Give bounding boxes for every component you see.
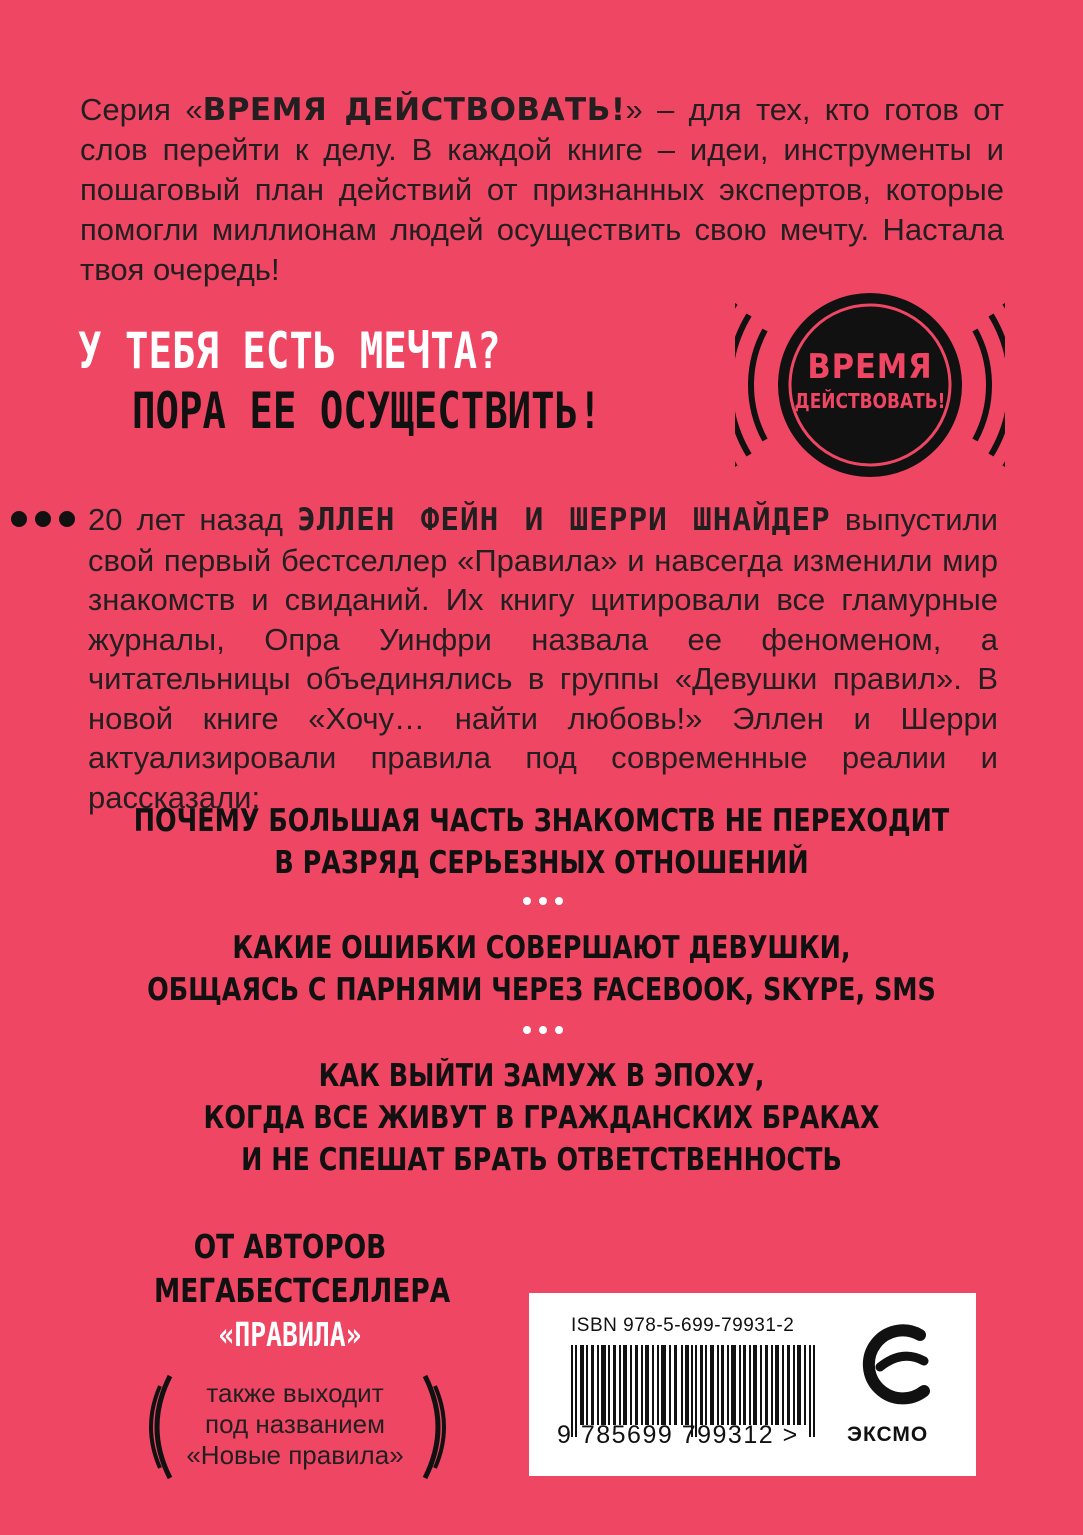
rules-title: «ПРАВИЛА» <box>218 1315 362 1354</box>
series-intro <box>80 90 1004 290</box>
intro-suffix: » – для тех, кто готов от слов перейти к делу. В каждой книге – идеи, инструменты и пошаговый план действий от признанных экспертов, которые помогли миллионам людей осуществить свою мечту. Настала твоя очередь! <box>80 92 1004 287</box>
from-authors-line-2: МЕГАБЕСТСЕЛЛЕРА <box>154 1271 451 1310</box>
publisher-name: ЭКСМО <box>847 1423 929 1446</box>
eksmo-logo-icon <box>862 1321 934 1421</box>
point-1-line-2: В РАЗРЯД СЕРЬЕЗНЫХ ОТНОШЕНИЙ <box>274 845 809 881</box>
isbn-number: ISBN 978-5-699-79931-2 <box>571 1315 795 1336</box>
also-titled-line-3: «Новые правила» <box>186 1440 404 1470</box>
author-names: ЭЛЛЕН ФЕЙН И ШЕРРИ ШНАЙДЕР <box>297 502 831 538</box>
tagline-question: У ТЕБЯ ЕСТЬ МЕЧТА? <box>78 322 501 380</box>
also-titled <box>170 1378 420 1471</box>
from-authors <box>154 1225 451 1357</box>
point-1-line-1: ПОЧЕМУ БОЛЬШАЯ ЧАСТЬ ЗНАКОМСТВ НЕ ПЕРЕХОДИТ <box>133 803 950 839</box>
right-parenthesis-icon <box>415 1372 455 1482</box>
point-3-line-2: КОГДА ВСЕ ЖИВУТ В ГРАЖДАНСКИХ БРАКАХ <box>203 1100 880 1136</box>
series-name: ВРЕМЯ ДЕЙСТВОВАТЬ! <box>202 92 626 128</box>
tagline-call: ПОРА ЕЕ ОСУЩЕСТВИТЬ! <box>132 382 602 440</box>
point-3-line-3: И НЕ СПЕШАТ БРАТЬ ОТВЕТСТВЕННОСТЬ <box>241 1142 842 1178</box>
description-text: выпустили свой первый бестселлер «Правила» и навсегда изменили мир знакомств и свиданий. Их книгу цитировали все гламурные журналы, Опра Уинфри назвала ее феноменом, а читательницы объединялись в группы «Девушки правил». В новой книге «Хочу… найти любовь!» Эллен и Шерри актуализировали правила под современные реалии и рассказали: <box>88 502 998 815</box>
lead-dots-icon <box>10 509 78 529</box>
point-3 <box>130 1055 952 1181</box>
book-description <box>88 500 998 817</box>
barcode-panel <box>529 1293 976 1476</box>
point-2-line-1: КАКИЕ ОШИБКИ СОВЕРШАЮТ ДЕВУШКИ, <box>232 930 851 966</box>
point-2-line-2: ОБЩАЯСЬ С ПАРНЯМИ ЧЕРЕЗ FACEBOOK, SKYPE, SMS <box>147 972 936 1008</box>
intro-prefix: Серия « <box>80 92 203 127</box>
badge-word-act: ДЕЙСТВОВАТЬ! <box>794 389 946 413</box>
also-titled-line-1: также выходит <box>206 1378 384 1408</box>
barcode-digits: 9 785699 799312 > <box>557 1421 799 1449</box>
series-badge <box>735 285 1005 485</box>
separator-dots-icon <box>521 896 565 906</box>
separator-dots-icon <box>521 1025 565 1035</box>
badge-word-time: ВРЕМЯ <box>807 347 933 387</box>
also-titled-line-2: под названием <box>204 1409 385 1439</box>
point-1 <box>130 800 952 884</box>
point-2 <box>130 927 952 1011</box>
description-prefix: 20 лет назад <box>88 502 298 537</box>
from-authors-line-1: ОТ АВТОРОВ <box>193 1227 387 1266</box>
point-3-line-1: КАК ВЫЙТИ ЗАМУЖ В ЭПОХУ, <box>318 1058 765 1094</box>
